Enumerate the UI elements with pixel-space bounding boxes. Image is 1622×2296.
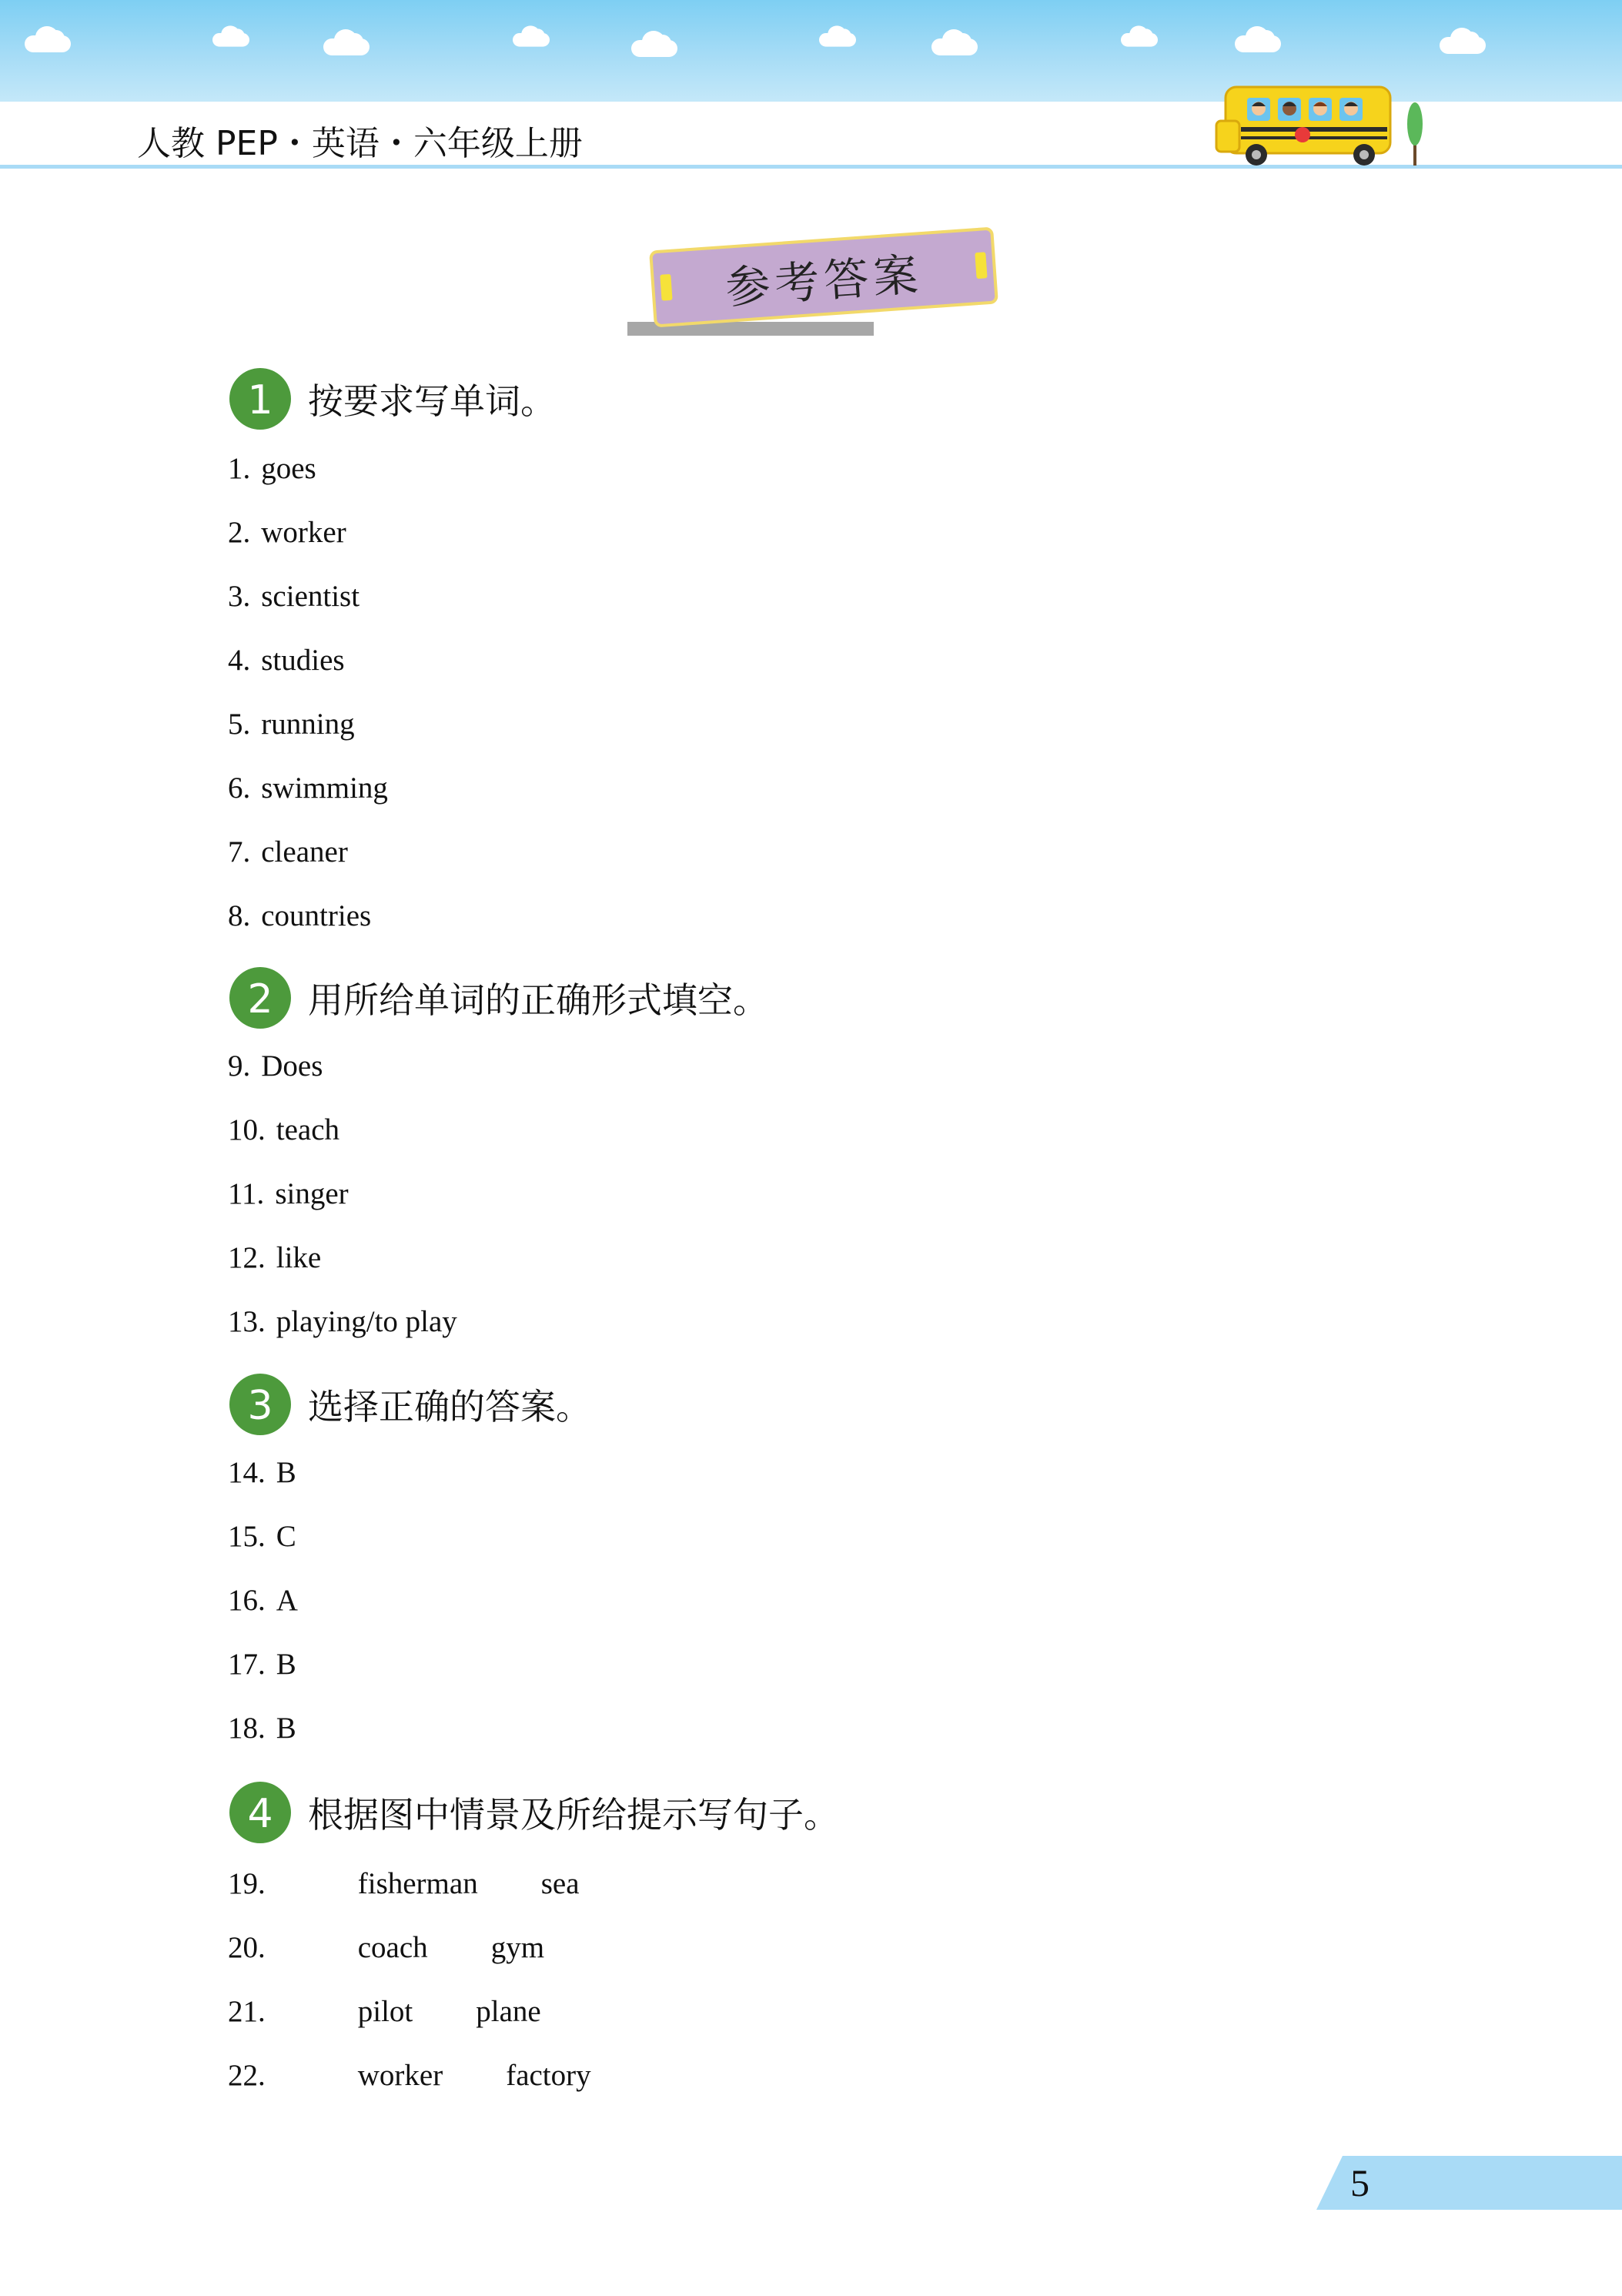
answer-number: 15.: [228, 1520, 266, 1553]
answer-item: [228, 771, 388, 805]
answer-number: 13.: [228, 1305, 266, 1338]
section-3-header: [229, 1374, 591, 1435]
answer-number: 10.: [228, 1113, 266, 1146]
answer-item: [228, 1519, 296, 1554]
answer-item: [228, 1176, 349, 1211]
answer-item: [228, 1049, 323, 1083]
book-title: 人教 PEP・英语・六年级上册: [137, 124, 583, 163]
answer-item: [228, 1930, 544, 1965]
answer-number: 16.: [228, 1584, 266, 1617]
answer-number: 6.: [228, 771, 251, 805]
answer-item: [228, 899, 371, 933]
answer-number: 5.: [228, 708, 251, 741]
answer-number: 22.: [228, 2059, 266, 2092]
answer-item: [228, 515, 346, 550]
answer-item: [228, 707, 355, 741]
section-1-header: [229, 368, 556, 430]
answer-key-banner: [649, 226, 998, 327]
section-number-badge: 1: [229, 368, 291, 430]
answer-text: like: [276, 1241, 322, 1274]
answer-number: 20.: [228, 1931, 266, 1964]
page-number: 5: [1350, 2161, 1370, 2204]
answer-text: playing/to play: [276, 1305, 457, 1338]
section-4-header: [229, 1782, 839, 1843]
answer-text: scientist: [261, 580, 360, 613]
answer-text: countries: [261, 899, 372, 932]
cloud-icon: [1235, 26, 1281, 52]
answer-number: 21.: [228, 1995, 266, 2028]
banner-tab-right: [975, 252, 987, 279]
answer-text: cleaner: [261, 835, 348, 869]
answer-text: running: [261, 708, 355, 741]
cloud-icon: [631, 31, 677, 57]
cloud-icon: [1440, 28, 1486, 54]
answer-number: 11.: [228, 1177, 265, 1210]
answer-word-2: sea: [540, 1867, 580, 1900]
banner-tab-left: [660, 274, 672, 301]
answer-text: studies: [261, 644, 345, 677]
answer-text: swimming: [261, 771, 388, 805]
answer-item: [228, 1113, 339, 1147]
answer-number: 7.: [228, 835, 251, 869]
answer-text: B: [276, 1648, 296, 1681]
answer-number: 4.: [228, 644, 251, 677]
answer-item: [228, 579, 360, 614]
answer-item: [228, 1583, 298, 1618]
answer-number: 17.: [228, 1648, 266, 1681]
answer-word-1: fisherman: [357, 1867, 478, 1900]
answer-text: teach: [276, 1113, 340, 1146]
cloud-icon: [1121, 25, 1158, 46]
section-2-header: [229, 967, 768, 1029]
answer-number: 19.: [228, 1867, 266, 1900]
cloud-icon: [513, 25, 550, 46]
answer-text: B: [276, 1456, 296, 1489]
answer-item: [228, 643, 345, 678]
answer-number: 1.: [228, 452, 251, 485]
answer-item: [228, 835, 348, 869]
answer-text: B: [276, 1712, 296, 1745]
answer-number: 12.: [228, 1241, 266, 1274]
answer-number: 8.: [228, 899, 251, 932]
answer-item: [228, 1304, 457, 1339]
section-number-badge: 3: [229, 1374, 291, 1435]
answer-word-2: factory: [506, 2059, 591, 2092]
answer-item: [228, 1647, 296, 1682]
answer-text: Does: [261, 1049, 323, 1083]
answer-word-2: gym: [490, 1931, 545, 1964]
school-bus-illustration: [1210, 81, 1423, 173]
answer-item: [228, 1240, 321, 1275]
answer-number: 3.: [228, 580, 251, 613]
answer-word-1: coach: [357, 1931, 428, 1964]
cloud-icon: [323, 29, 370, 55]
section-title: 按要求写单词。: [308, 380, 556, 422]
answer-word-1: pilot: [357, 1995, 413, 2028]
answer-word-1: worker: [357, 2059, 443, 2092]
cloud-icon: [819, 25, 856, 46]
section-title: 用所给单词的正确形式填空。: [308, 979, 768, 1021]
answer-item: [228, 2058, 591, 2093]
answer-number: 2.: [228, 516, 251, 549]
cloud-icon: [931, 29, 978, 55]
answer-text: A: [276, 1584, 298, 1617]
answer-number: 14.: [228, 1456, 266, 1489]
answer-item: [228, 451, 316, 486]
answer-text: worker: [261, 516, 346, 549]
answer-word-2: plane: [476, 1995, 541, 2028]
section-title: 根据图中情景及所给提示写句子。: [308, 1794, 839, 1836]
answer-text: goes: [261, 452, 316, 485]
answer-text: singer: [275, 1177, 349, 1210]
answer-number: 18.: [228, 1712, 266, 1745]
banner-label: 参考答案: [724, 248, 925, 314]
cloud-icon: [212, 25, 249, 46]
section-number-badge: 2: [229, 967, 291, 1029]
cloud-icon: [25, 26, 71, 52]
section-title: 选择正确的答案。: [308, 1386, 591, 1427]
answer-item: [228, 1711, 296, 1745]
answer-text: C: [276, 1520, 296, 1553]
answer-number: 9.: [228, 1049, 251, 1083]
answer-item: [228, 1994, 541, 2029]
answer-item: [228, 1866, 580, 1901]
section-number-badge: 4: [229, 1782, 291, 1843]
answer-item: [228, 1455, 296, 1490]
